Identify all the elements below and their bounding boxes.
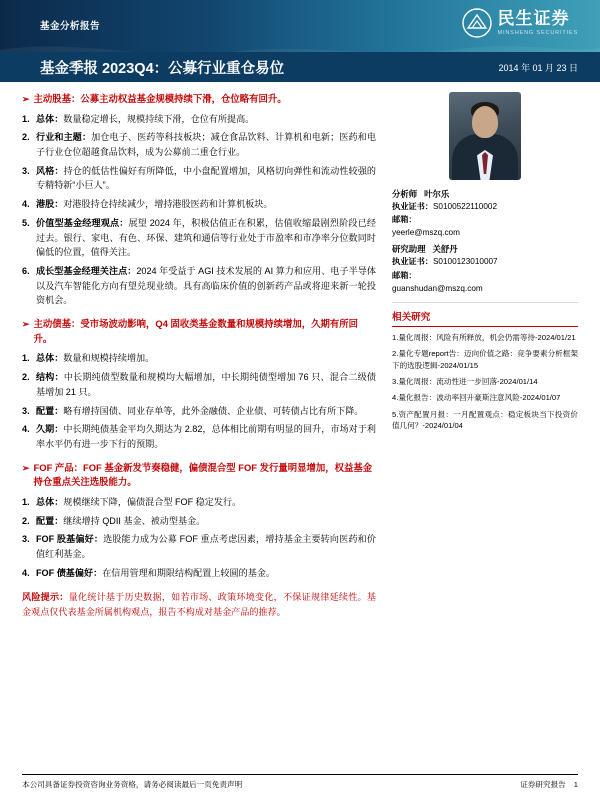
related-research-title: 相关研究 — [392, 309, 578, 327]
brand-logo — [462, 8, 578, 38]
analyst-email — [392, 213, 578, 226]
list-item — [22, 264, 376, 308]
risk-disclosure — [22, 590, 376, 619]
page-footer — [22, 774, 578, 790]
assistant-role — [392, 243, 578, 255]
analyst-email-label: 邮箱： — [392, 215, 417, 225]
item-text: 中长期纯债型数量和规模均大幅增加，中长期纯债型增加 76 只、混合二级债基增加 21 只。 — [36, 372, 376, 397]
item-key: 总体： — [36, 353, 64, 364]
assistant-email — [392, 269, 578, 282]
list-item — [22, 422, 376, 451]
report-kind-label: 基金分析报告 — [40, 21, 101, 32]
brand-name-cn: 民生证券 — [497, 9, 570, 28]
item-text: 持仓的低估性偏好有所降低，中小盘配置增加，风格切向弹性和流动性较强的专精特新“小巨人”。 — [36, 165, 376, 191]
page-header — [0, 0, 600, 52]
item-key: 行业和主题： — [36, 132, 92, 143]
list-item — [22, 404, 376, 419]
main-column — [22, 92, 388, 782]
item-text: 选股能力成为公募 FOF 重点考虑因素，增持基金主要转向医药和价值红利基金。 — [36, 534, 376, 559]
assistant-email-label: 邮箱： — [392, 270, 417, 280]
section-equity-funds — [22, 92, 376, 308]
item-text: 2024 年受益于 AGI 技术发展的 AI 算力和应用、电子半导体以及汽车智能化方向有望兑现业绩。具有高临床价值的创新药产品或将迎来新一轮投资机会。 — [36, 266, 376, 306]
item-key: FOF 债基偏好： — [36, 567, 103, 578]
arrow-icon: ➢ — [22, 94, 30, 104]
list-item — [22, 370, 376, 399]
page-body — [0, 82, 600, 782]
list-item[interactable]: 2.量化专题report告：迈向价值之路：竞争要素分析框架下的选股逻辑-2024/01/15 — [392, 349, 578, 370]
minsheng-logo-icon — [462, 8, 492, 38]
section-lead — [22, 92, 376, 107]
item-text: 中长期纯债基金平均久期达为 2.82，总体相比前期有明显的回升，市场对于利率水平仍有进一步下行的预期。 — [36, 424, 376, 449]
item-key: 久期： — [36, 424, 64, 435]
item-key: 价值型基金经理观点： — [36, 217, 129, 228]
item-text: 略有增持国债、同业存单等，此外金融债、企业债、可转债占比有所下降。 — [63, 405, 364, 416]
item-text: 在信用管理和期限结构配置上较圆的基金。 — [102, 567, 275, 578]
list-item[interactable]: 1.量化周报：风险有所释放，机会仍需等待-2024/01/21 — [392, 332, 576, 342]
footer-disclaimer: 本公司具备证券投资咨询业务资格，请务必阅读最后一页免责声明 — [22, 780, 243, 789]
section-item-list — [22, 495, 376, 581]
item-text: 展望 2024 年，积极估值正在积累，估值收缩最剧烈阶段已经过去。银行、家电、有色、环保、建筑和通信等行业处于市盈率和市净率分位数同时偏低的位置，值得关注。 — [36, 217, 376, 258]
section-lead — [22, 317, 376, 346]
risk-text: 量化统计基于历史数据，如若市场、政策环境变化，不保证规律延续性。基金观点仅代表基金所属机构观点，报告不构成对基金产品的推荐。 — [22, 592, 376, 618]
list-item — [22, 216, 376, 260]
title-bar — [0, 52, 600, 82]
section-lead-text: FOF 产品：FOF 基金新发节奏稳健，偏债混合型 FOF 发行量明显增加，权益基金持仓重点关注选股能力。 — [33, 461, 373, 488]
item-key: 总体： — [36, 113, 64, 124]
list-item — [22, 566, 376, 581]
brand-name-en: MINSHENG SECURITIES — [497, 30, 578, 36]
list-item — [22, 130, 376, 159]
item-key: 结构： — [36, 372, 64, 383]
footer-label: 证券研究报告 — [520, 780, 566, 789]
analyst-cert-no: S0100522110002 — [432, 202, 498, 211]
report-date: 2014 年 01 月 23 日 — [498, 62, 578, 73]
arrow-icon: ➢ — [22, 462, 30, 473]
analyst-role-label: 分析师 — [392, 189, 418, 199]
assistant-email-value[interactable]: guanshudan@mszq.com — [392, 283, 483, 293]
analyst-name: 叶尔乐 — [424, 189, 450, 199]
sidebar-divider — [392, 302, 578, 303]
item-text: 继续增持 QDII 基金、被动型基金。 — [63, 515, 206, 526]
item-text: 规模继续下降，偏债混合型 FOF 稳定发行。 — [63, 496, 242, 507]
section-item-list — [22, 112, 376, 309]
assistant-role-label: 研究助理 — [392, 244, 426, 255]
list-item — [22, 112, 376, 127]
section-lead-text: 主动股基：公募主动权益基金规模持续下滑，仓位略有回升。 — [33, 93, 287, 104]
list-item — [22, 532, 376, 561]
item-key: 配置： — [36, 405, 64, 416]
assistant-name: 关舒丹 — [432, 244, 458, 255]
page-title: 基金季报 2023Q4：公募行业重仓易位 — [40, 60, 285, 77]
item-key: 成长型基金经理关注点： — [36, 266, 137, 277]
analyst-email-value[interactable]: yeerle@mszq.com — [392, 228, 460, 238]
item-key: 总体： — [36, 496, 64, 507]
section-lead-text: 主动债基：受市场波动影响，Q4 固收类基金数量和规模持续增加，久期有所回升。 — [33, 318, 359, 344]
analyst-avatar — [449, 92, 521, 180]
section-lead — [22, 461, 376, 490]
item-key: 风格： — [36, 165, 64, 176]
risk-label: 风险提示： — [22, 592, 69, 603]
item-key: 配置： — [36, 515, 64, 526]
list-item — [22, 164, 376, 193]
item-text: 数量稳定增长，规模持续下滑，仓位有所提高。 — [63, 113, 255, 124]
assistant-cert-label: 执业证书： — [392, 257, 433, 267]
item-key: FOF 股基偏好： — [36, 534, 104, 545]
item-text: 对港股持仓持续减少，增持港股医药和计算机板块。 — [63, 199, 273, 210]
list-item[interactable]: 3.量化周报：流动性进一步回落-2024/01/14 — [392, 376, 538, 386]
item-key: 港股： — [36, 199, 64, 210]
list-item — [22, 495, 376, 510]
list-item[interactable]: 4.量化报告：波动率回升豪斯注意风险-2024/01/07 — [392, 393, 561, 403]
section-fof-products — [22, 461, 376, 581]
item-text: 数量和规模持续增加。 — [63, 353, 155, 364]
section-item-list — [22, 351, 376, 451]
analyst-role — [392, 188, 578, 200]
list-item — [22, 197, 376, 212]
section-bond-funds — [22, 317, 376, 451]
sidebar — [388, 92, 578, 782]
page-number: 1 — [573, 780, 578, 789]
assistant-cert — [392, 255, 578, 268]
list-item — [22, 351, 376, 366]
list-item[interactable]: 5.资产配置月报：一月配置观点：稳定板块当下投资价值几何？-2024/01/04 — [392, 409, 578, 431]
analyst-cert — [392, 200, 578, 213]
list-item — [22, 514, 376, 529]
arrow-icon: ➢ — [22, 319, 30, 330]
analyst-cert-label: 执业证书： — [392, 202, 433, 211]
item-text: 加仓电子、医药等科技板块；减仓食品饮料、计算机和电新；医药和电子行业仓位超越食品饮料，成为公募前二重仓行业。 — [36, 132, 376, 158]
assistant-cert-no: S0100123010007 — [432, 257, 498, 267]
